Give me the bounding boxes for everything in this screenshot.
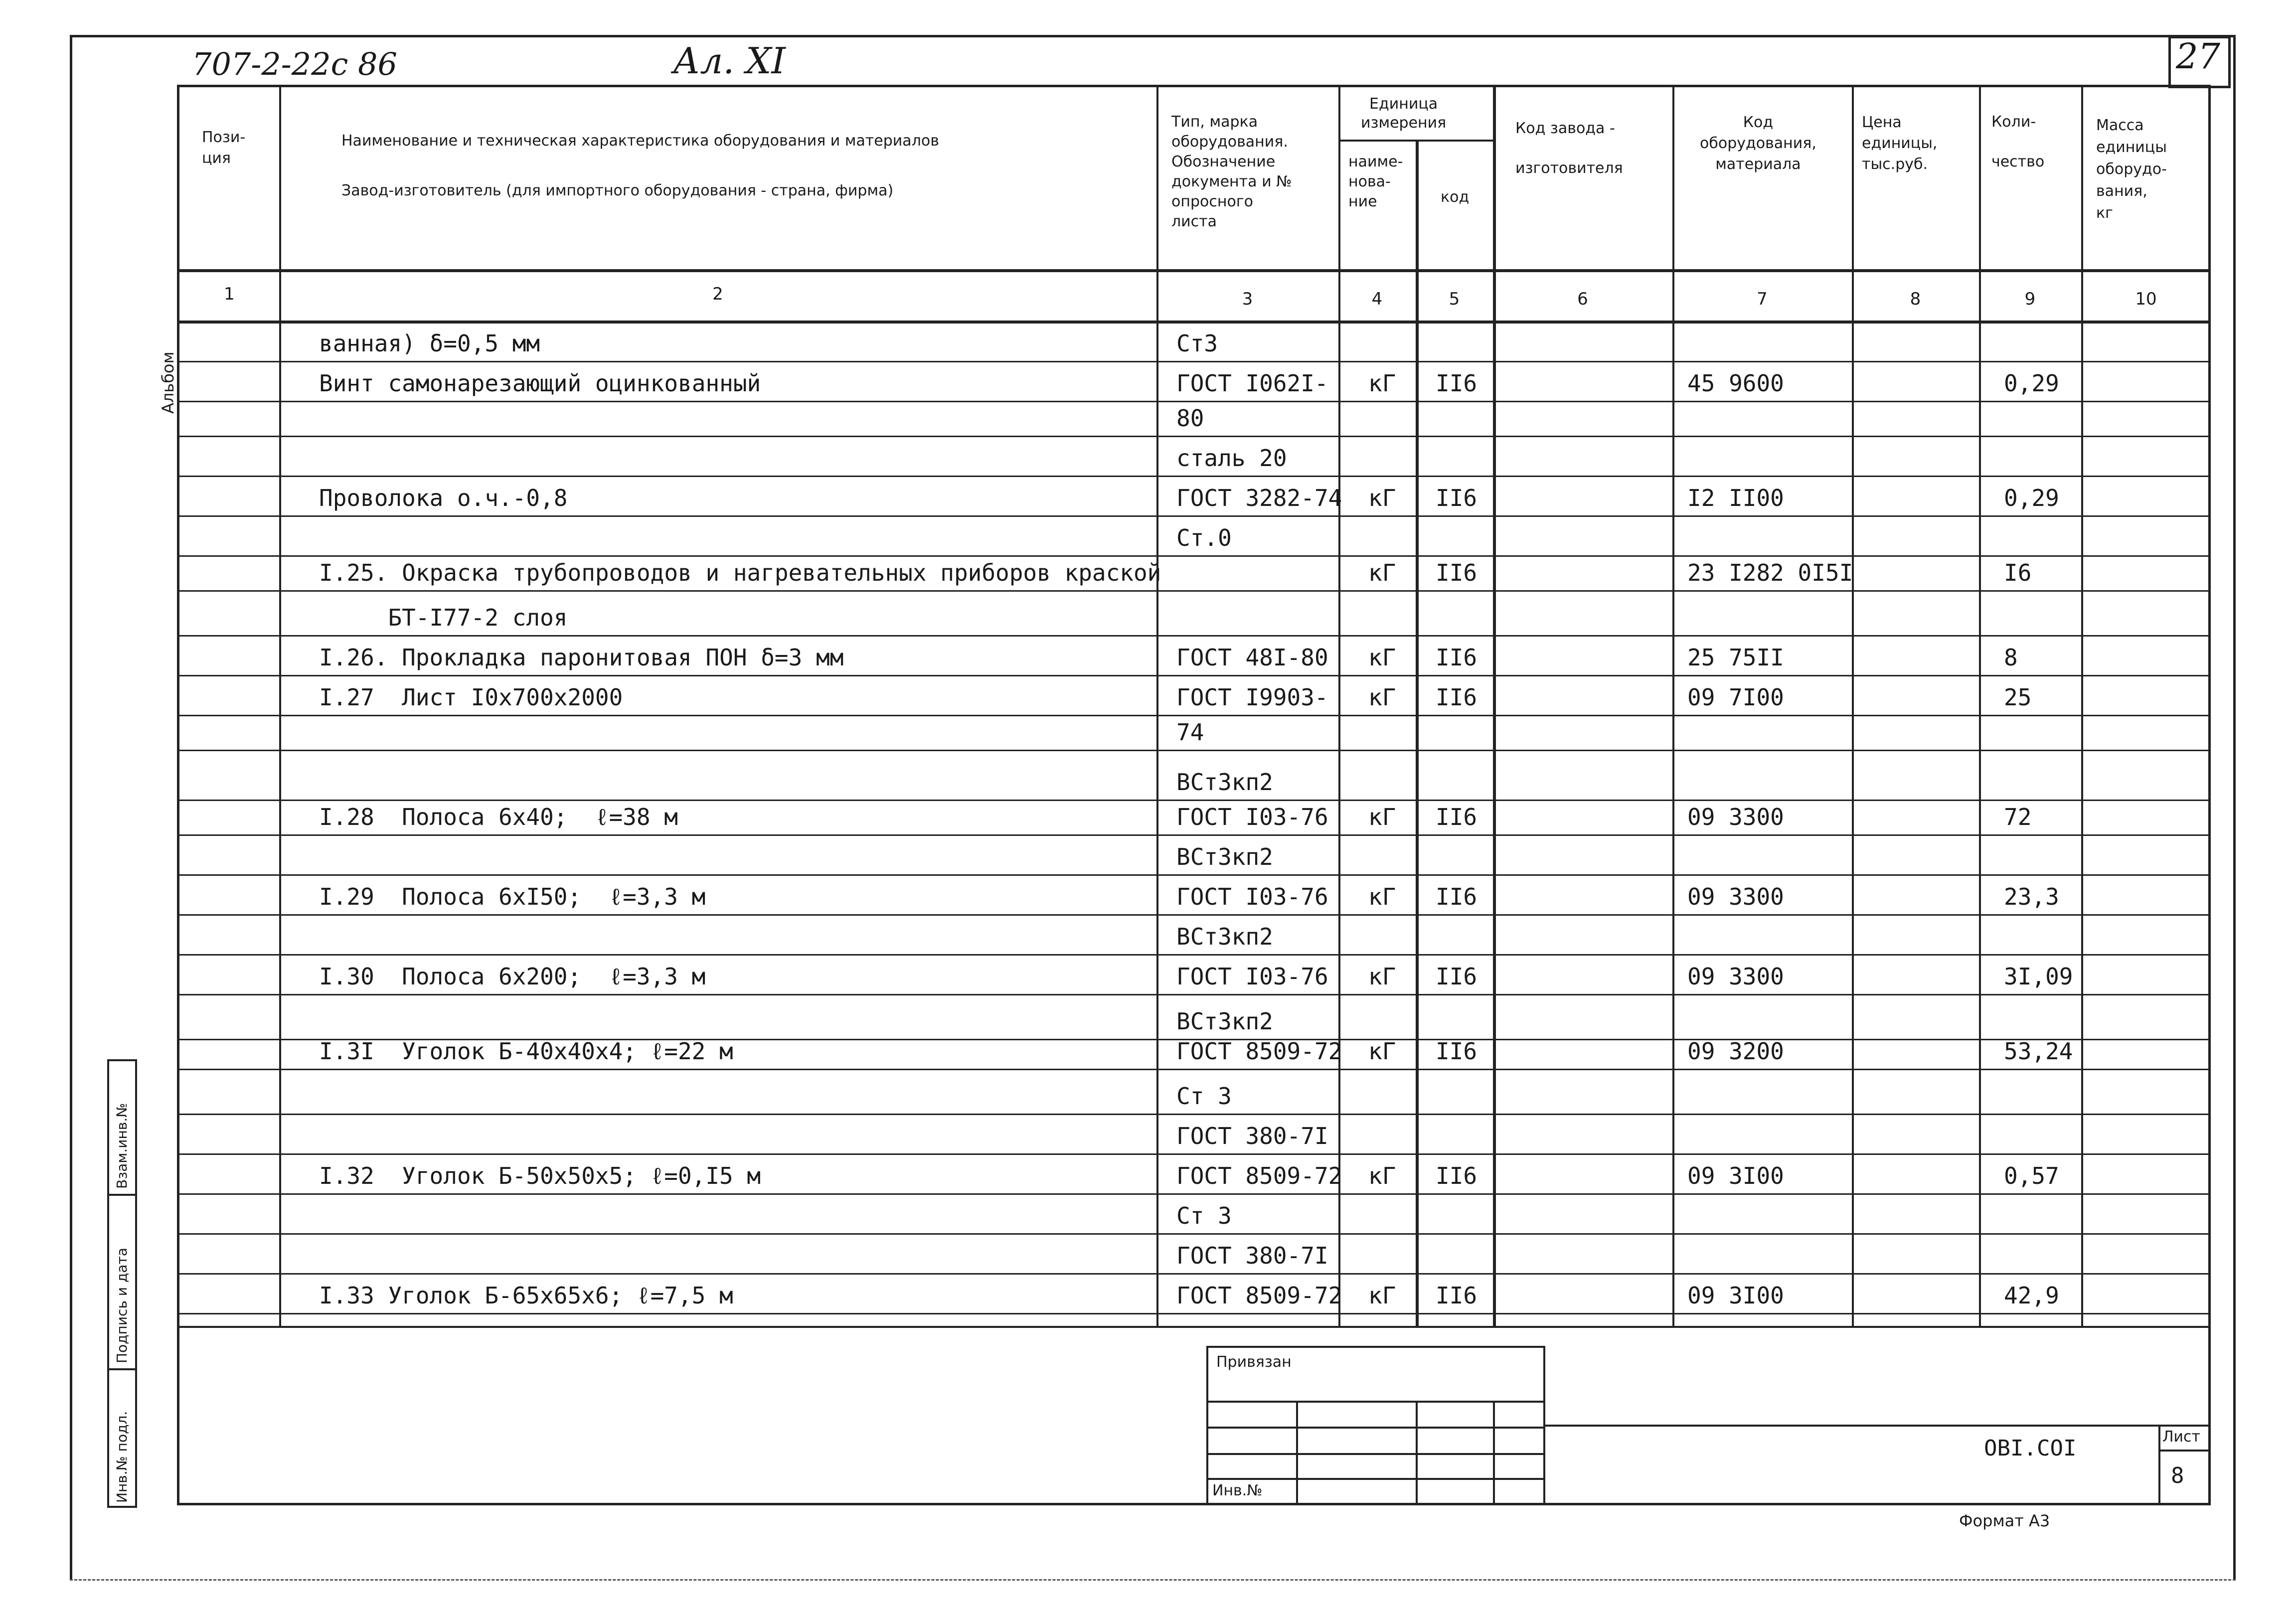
row-cell-qty: 25 xyxy=(2004,684,2032,711)
row-cell-type: ВСт3кп2 xyxy=(1176,1008,1273,1035)
row-cell-mat: 25 75II xyxy=(1687,644,1784,671)
row-divider xyxy=(177,675,2211,676)
row-cell-unit: кГ xyxy=(1368,804,1396,830)
row-cell-type: ГОСТ I03-76 xyxy=(1176,883,1328,910)
col-num-10: 10 xyxy=(2135,289,2157,309)
row-cell-name: I.26. Прокладка паронитовая ПОН δ=3 мм xyxy=(319,644,844,671)
side-album-label: Альбом xyxy=(159,351,177,414)
row-divider xyxy=(177,1233,2211,1235)
row-cell-name: Винт самонарезающий оцинкованный xyxy=(319,370,761,397)
row-cell-mat: I2 II00 xyxy=(1687,485,1784,511)
row-divider xyxy=(177,800,2211,801)
side-box-label-1: Взам.инв.№ xyxy=(114,1103,130,1189)
side-box-label-3: Инв.№ подл. xyxy=(114,1411,130,1503)
row-divider xyxy=(177,401,2211,402)
row-cell-type: 80 xyxy=(1176,405,1204,432)
outer-frame-left xyxy=(70,35,72,1580)
row-divider xyxy=(177,1114,2211,1115)
row-cell-type: ГОСТ 380-7I xyxy=(1176,1123,1328,1149)
side-box-label-2: Подпись и дата xyxy=(114,1248,130,1363)
row-cell-unit: кГ xyxy=(1368,644,1396,671)
col-num-7: 7 xyxy=(1757,289,1768,309)
row-divider xyxy=(177,834,2211,836)
hdr-manufacturer: Завод-изготовитель (для импортного оборудования - страна, фирма) xyxy=(341,182,894,199)
row-divider xyxy=(177,555,2211,557)
row-cell-name: БТ-I77-2 слоя xyxy=(319,604,568,631)
hdr-quantity: Коли- чество xyxy=(1991,113,2045,170)
stamp-col-3 xyxy=(1493,1401,1495,1505)
hdr-unit-code: код xyxy=(1441,188,1470,206)
row-cell-code: II6 xyxy=(1436,804,1477,830)
row-cell-unit: кГ xyxy=(1368,1282,1396,1309)
row-cell-qty: 3I,09 xyxy=(2004,963,2073,990)
row-cell-unit: кГ xyxy=(1368,1162,1396,1189)
side-divider-2 xyxy=(107,1368,137,1370)
row-cell-type: ГОСТ 8509-72 xyxy=(1176,1162,1342,1189)
col-num-1: 1 xyxy=(224,284,235,304)
row-cell-type: ВСт3кп2 xyxy=(1176,843,1273,870)
row-divider xyxy=(177,1069,2211,1070)
row-cell-code: II6 xyxy=(1436,559,1477,586)
row-cell-code: II6 xyxy=(1436,485,1477,511)
sheet-number: 8 xyxy=(2171,1463,2184,1488)
row-cell-mat: 09 3300 xyxy=(1687,883,1784,910)
row-cell-mat: 09 3200 xyxy=(1687,1038,1784,1065)
row-cell-qty: 0,29 xyxy=(2004,370,2059,397)
row-cell-unit: кГ xyxy=(1368,559,1396,586)
row-cell-qty: 0,57 xyxy=(2004,1162,2059,1189)
row-divider xyxy=(177,476,2211,477)
row-cell-name: I.25. Окраска трубопроводов и нагревательных приборов краской xyxy=(319,559,1161,586)
row-divider xyxy=(177,750,2211,751)
row-cell-code: II6 xyxy=(1436,1038,1477,1065)
row-cell-type: ГОСТ 380-7I xyxy=(1176,1242,1328,1269)
col-num-4: 4 xyxy=(1371,289,1383,309)
col-num-9: 9 xyxy=(2024,289,2036,309)
outer-frame-top xyxy=(70,35,2236,37)
row-cell-unit: кГ xyxy=(1368,883,1396,910)
hdr-unit: Единица измерения xyxy=(1361,95,1447,132)
row-cell-type: Ст3 xyxy=(1176,330,1218,357)
row-cell-unit: кГ xyxy=(1368,963,1396,990)
row-cell-name: I.27 Лист I0х700х2000 xyxy=(319,684,623,711)
hdr-material-code: Код оборудования, материала xyxy=(1700,114,1816,173)
row-cell-unit: кГ xyxy=(1368,684,1396,711)
unit-sub-line xyxy=(1338,140,1493,142)
row-cell-code: II6 xyxy=(1436,1162,1477,1189)
row-divider xyxy=(177,914,2211,916)
col-num-5: 5 xyxy=(1449,289,1460,309)
col-line-4 xyxy=(1416,140,1419,1326)
row-cell-type: Ст 3 xyxy=(1176,1083,1232,1110)
row-cell-qty: I6 xyxy=(2004,559,2032,586)
row-cell-qty: 0,29 xyxy=(2004,485,2059,511)
row-divider xyxy=(177,590,2211,592)
row-cell-mat: 09 7I00 xyxy=(1687,684,1784,711)
row-cell-type: Ст.0 xyxy=(1176,524,1232,551)
row-cell-mat: 45 9600 xyxy=(1687,370,1784,397)
col-num-6: 6 xyxy=(1577,289,1588,309)
row-cell-unit: кГ xyxy=(1368,1038,1396,1065)
row-cell-type: ГОСТ I03-76 xyxy=(1176,804,1328,830)
stamp-col-2 xyxy=(1416,1401,1418,1505)
row-divider xyxy=(177,715,2211,716)
col-num-2: 2 xyxy=(712,284,723,304)
stamp-inv-label: Инв.№ xyxy=(1212,1482,1263,1499)
sheet-label: Лист xyxy=(2162,1428,2201,1446)
row-cell-code: II6 xyxy=(1436,684,1477,711)
page-number: 27 xyxy=(2176,36,2221,77)
row-divider xyxy=(177,361,2211,362)
row-cell-mat: 09 3300 xyxy=(1687,804,1784,830)
row-cell-type: ГОСТ I03-76 xyxy=(1176,963,1328,990)
doc-code: 707-2-22с 86 xyxy=(192,46,397,82)
row-cell-type: Ст 3 xyxy=(1176,1202,1232,1229)
row-cell-mat: 09 3I00 xyxy=(1687,1282,1784,1309)
side-divider-1 xyxy=(107,1194,137,1196)
hdr-price: Цена единицы, тыс.руб. xyxy=(1862,114,1938,173)
row-cell-type: ГОСТ 8509-72 xyxy=(1176,1038,1342,1065)
col-num-3: 3 xyxy=(1242,289,1253,309)
row-divider xyxy=(177,1273,2211,1275)
hdr-name: Наименование и техническая характеристика оборудования и материалов xyxy=(341,132,939,150)
row-cell-mat: 23 I282 0I5I xyxy=(1687,559,1853,586)
hdr-type: Тип, марка оборудования. Обозначение документа и № опросного листа xyxy=(1171,113,1292,230)
row-cell-unit: кГ xyxy=(1368,485,1396,511)
hdr-position: Пози- ция xyxy=(202,129,246,167)
row-cell-code: II6 xyxy=(1436,370,1477,397)
row-cell-qty: 72 xyxy=(2004,804,2032,830)
row-cell-unit: кГ xyxy=(1368,370,1396,397)
row-cell-type: ВСт3кп2 xyxy=(1176,769,1273,796)
row-cell-name: I.28 Полоса 6х40; ℓ=38 м xyxy=(319,804,678,830)
header-bottom-line xyxy=(177,269,2211,272)
row-cell-name: I.30 Полоса 6х200; ℓ=3,3 м xyxy=(319,963,706,990)
outer-frame-right xyxy=(2233,35,2236,1580)
stamp-col-1 xyxy=(1296,1401,1298,1505)
row-cell-name: I.33 Уголок Б-65х65х6; ℓ=7,5 м xyxy=(319,1282,733,1309)
row-cell-qty: 8 xyxy=(2004,644,2018,671)
hdr-unit-name: наиме- нова- ние xyxy=(1348,153,1403,210)
title-block-code: OBI.COI xyxy=(1984,1436,2077,1461)
sheet-box-line xyxy=(2158,1450,2211,1452)
row-cell-type: ГОСТ 8509-72 xyxy=(1176,1282,1342,1309)
row-cell-code: II6 xyxy=(1436,644,1477,671)
row-divider xyxy=(177,1153,2211,1155)
row-cell-qty: 23,3 xyxy=(2004,883,2059,910)
row-divider xyxy=(177,1313,2211,1314)
row-divider xyxy=(177,436,2211,437)
row-divider xyxy=(177,1193,2211,1195)
row-cell-mat: 09 3300 xyxy=(1687,963,1784,990)
row-cell-qty: 42,9 xyxy=(2004,1282,2059,1309)
row-cell-code: II6 xyxy=(1436,1282,1477,1309)
album-label: Ал. XI xyxy=(673,40,786,82)
body-bottom-line xyxy=(177,1326,2211,1328)
row-cell-code: II6 xyxy=(1436,963,1477,990)
row-cell-name: I.3I Уголок Б-40х40х4; ℓ=22 м xyxy=(319,1038,733,1065)
row-cell-type: ГОСТ 48I-80 xyxy=(1176,644,1328,671)
row-cell-name: I.32 Уголок Б-50х50х5; ℓ=0,I5 м xyxy=(319,1162,761,1189)
outer-frame-bottom xyxy=(70,1579,2236,1581)
row-divider xyxy=(177,515,2211,517)
row-divider xyxy=(177,954,2211,956)
row-cell-name: ванная) δ=0,5 мм xyxy=(319,330,540,357)
format-label: Формат А3 xyxy=(1959,1511,2050,1530)
hdr-mass: Масса единицы оборудо- вания, кг xyxy=(2096,117,2167,222)
row-cell-mat: 09 3I00 xyxy=(1687,1162,1784,1189)
row-divider xyxy=(177,874,2211,876)
row-cell-type: ГОСТ I062I- xyxy=(1176,370,1328,397)
row-cell-name: Проволока о.ч.-0,8 xyxy=(319,485,568,511)
row-cell-type: 74 xyxy=(1176,719,1204,746)
row-divider xyxy=(177,994,2211,995)
stamp-title: Привязан xyxy=(1216,1353,1292,1371)
row-cell-type: ВСт3кп2 xyxy=(1176,923,1273,950)
row-cell-qty: 53,24 xyxy=(2004,1038,2073,1065)
title-block-top xyxy=(1545,1425,2211,1427)
col-num-8: 8 xyxy=(1910,289,1921,309)
row-cell-code: II6 xyxy=(1436,883,1477,910)
row-cell-name: I.29 Полоса 6хI50; ℓ=3,3 м xyxy=(319,883,706,910)
row-cell-type: ГОСТ 3282-74 xyxy=(1176,485,1342,511)
row-cell-type: ГОСТ I9903- xyxy=(1176,684,1328,711)
row-divider xyxy=(177,635,2211,637)
row-cell-type: сталь 20 xyxy=(1176,445,1287,472)
hdr-maker-code: Код завода - изготовителя xyxy=(1515,120,1623,177)
numbers-bottom-line xyxy=(177,321,2211,324)
